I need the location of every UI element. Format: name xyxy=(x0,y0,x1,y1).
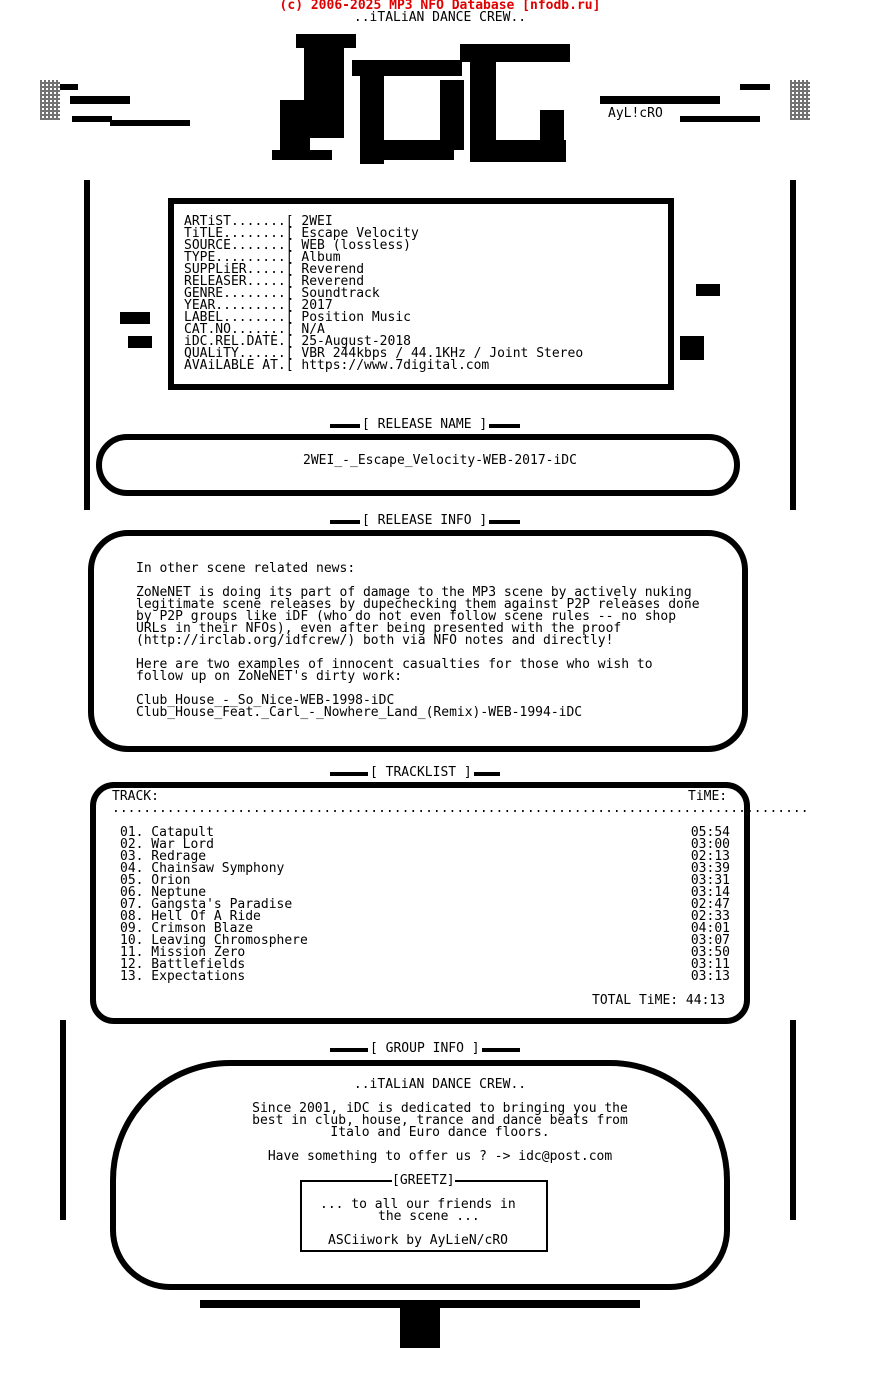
track-time: 02:47 xyxy=(690,897,730,912)
release-field-label: CAT.NO.......[ xyxy=(184,322,294,337)
track-title: 10. Leaving Chromosphere xyxy=(120,933,308,948)
release-field-label: YEAR.........[ xyxy=(184,298,294,313)
release-field-label: QUALiTY......[ xyxy=(184,346,294,361)
track-title: 07. Gangsta's Paradise xyxy=(120,897,293,912)
ascii-artist-tag: AyL!cRO xyxy=(608,106,663,121)
track-time: 03:13 xyxy=(690,969,730,984)
track-time: 05:54 xyxy=(690,825,730,840)
track-time: 04:01 xyxy=(690,921,730,936)
track-time: 03:39 xyxy=(690,861,730,876)
release-fields xyxy=(184,216,583,372)
track-title: 13. Expectations xyxy=(120,969,246,984)
release-info-line: Club_House_-_So_Nice-WEB-1998-iDC xyxy=(136,693,395,708)
release-field-value: 25-August-2018 xyxy=(301,334,411,349)
release-field-label: TYPE.........[ xyxy=(184,250,294,265)
track-title: 01. Catapult xyxy=(120,825,214,840)
greetz-line-2: the scene ... xyxy=(378,1209,480,1224)
release-field-row xyxy=(184,360,583,372)
track-time: 03:11 xyxy=(690,957,730,972)
tracklist-heading: [ TRACKLIST ] xyxy=(370,765,472,780)
release-info-heading: [ RELEASE INFO ] xyxy=(362,513,488,528)
release-info-text xyxy=(136,563,700,719)
left-lower-deco xyxy=(60,1020,66,1220)
release-info-line: legitimate scene releases by dupechecking them against P2P releases done xyxy=(136,597,700,612)
release-field-label: RELEASER.....[ xyxy=(184,274,294,289)
group-info-heading: [ GROUP INFO ] xyxy=(370,1041,480,1056)
release-field-value: 2WEI xyxy=(301,214,333,229)
release-field-value: WEB (lossless) xyxy=(301,238,411,253)
track-time: 03:50 xyxy=(690,945,730,960)
ascii-credit: ASCiiwork by AyLieN/cRO xyxy=(328,1233,509,1248)
track-column-header: TRACK: xyxy=(112,789,159,804)
release-field-label: ARTiST.......[ xyxy=(184,214,294,229)
tracklist-separator: ......................................................................................... xyxy=(112,801,809,816)
bottom-tail-deco xyxy=(400,1308,440,1348)
greetz-heading: [GREETZ] xyxy=(392,1173,455,1188)
release-field-value: 2017 xyxy=(301,298,333,313)
track-time: 03:31 xyxy=(690,873,730,888)
release-info-line: ZoNeNET is doing its part of damage to the MP3 scene by actively nuking xyxy=(136,585,692,600)
track-row xyxy=(120,863,730,875)
right-block-deco-2 xyxy=(696,284,720,296)
release-info-line: by P2P groups like iDF (who do not even follow scene rules -- no shop xyxy=(136,609,677,624)
track-row xyxy=(120,875,730,887)
track-title: 03. Redrage xyxy=(120,849,207,864)
release-info-line: Club_House_Feat._Carl_-_Nowhere_Land_(Remix)-WEB-1994-iDC xyxy=(136,705,583,720)
track-title: 02. War Lord xyxy=(120,837,214,852)
release-field-value: Escape Velocity xyxy=(301,226,419,241)
track-time: 02:13 xyxy=(690,849,730,864)
bottom-border-deco xyxy=(200,1300,640,1308)
release-name-value: 2WEI_-_Escape_Velocity-WEB-2017-iDC xyxy=(303,453,577,468)
release-field-value: Album xyxy=(301,250,341,265)
track-time: 02:33 xyxy=(690,909,730,924)
release-info-line: In other scene related news: xyxy=(136,561,356,576)
release-field-value: https://www.7digital.com xyxy=(301,358,490,373)
group-info-line-2: best in club, house, trance and dance beats from xyxy=(252,1113,628,1128)
release-info-line: (http://irclab.org/idfcrew/) both via NFO notes and directly! xyxy=(136,633,614,648)
left-block-deco xyxy=(120,312,150,324)
idc-logo xyxy=(0,0,880,200)
group-tagline-top: ..iTALiAN DANCE CREW.. xyxy=(353,10,527,25)
track-row xyxy=(120,971,730,983)
release-field-label: SOURCE.......[ xyxy=(184,238,294,253)
track-title: 06. Neptune xyxy=(120,885,207,900)
track-title: 11. Mission Zero xyxy=(120,945,246,960)
release-field-label: iDC.REL.DATE.[ xyxy=(184,334,294,349)
track-row xyxy=(120,839,730,851)
track-time: 03:07 xyxy=(690,933,730,948)
group-contact: Have something to offer us ? -> idc@post.com xyxy=(267,1149,613,1164)
release-field-label: GENRE........[ xyxy=(184,286,294,301)
release-info-line: Here are two examples of innocent casualties for those who wish to xyxy=(136,657,653,672)
release-info-line: URLs in their NFOs), even after being presented with the proof xyxy=(136,621,622,636)
release-field-value: Reverend xyxy=(301,274,365,289)
track-title: 12. Battlefields xyxy=(120,957,246,972)
release-field-label: LABEL........[ xyxy=(184,310,294,325)
release-field-label: AVAiLABLE AT.[ xyxy=(184,358,294,373)
nfo-database-header: (c) 2006-2025 MP3 NFO Database [nfodb.ru] xyxy=(279,0,601,13)
group-info-tagline: ..iTALiAN DANCE CREW.. xyxy=(353,1077,527,1092)
time-column-header: TiME: xyxy=(688,789,728,804)
release-info-line: follow up on ZoNeNET's dirty work: xyxy=(136,669,403,684)
release-field-label: TiTLE........[ xyxy=(184,226,294,241)
track-title: 05. Orion xyxy=(120,873,191,888)
release-field-value: Position Music xyxy=(301,310,411,325)
release-field-value: N/A xyxy=(301,322,325,337)
track-title: 09. Crimson Blaze xyxy=(120,921,254,936)
group-info-line-1: Since 2001, iDC is dedicated to bringing you the xyxy=(252,1101,628,1116)
greetz-line-1: ... to all our friends in xyxy=(320,1197,516,1212)
release-field-value: Reverend xyxy=(301,262,365,277)
left-block-deco-2 xyxy=(128,336,152,348)
track-title: 04. Chainsaw Symphony xyxy=(120,861,285,876)
track-time: 03:00 xyxy=(690,837,730,852)
track-time: 03:14 xyxy=(690,885,730,900)
track-title: 08. Hell Of A Ride xyxy=(120,909,261,924)
release-field-value: VBR 244kbps / 44.1KHz / Joint Stereo xyxy=(301,346,584,361)
right-block-deco xyxy=(680,336,704,360)
release-name-heading: [ RELEASE NAME ] xyxy=(362,417,488,432)
release-field-label: SUPPLiER.....[ xyxy=(184,262,294,277)
release-field-value: Soundtrack xyxy=(301,286,380,301)
total-time: TOTAL TiME: 44:13 xyxy=(592,993,726,1008)
right-lower-deco xyxy=(790,1020,796,1220)
group-info-line-3: Italo and Euro dance floors. xyxy=(330,1125,550,1140)
